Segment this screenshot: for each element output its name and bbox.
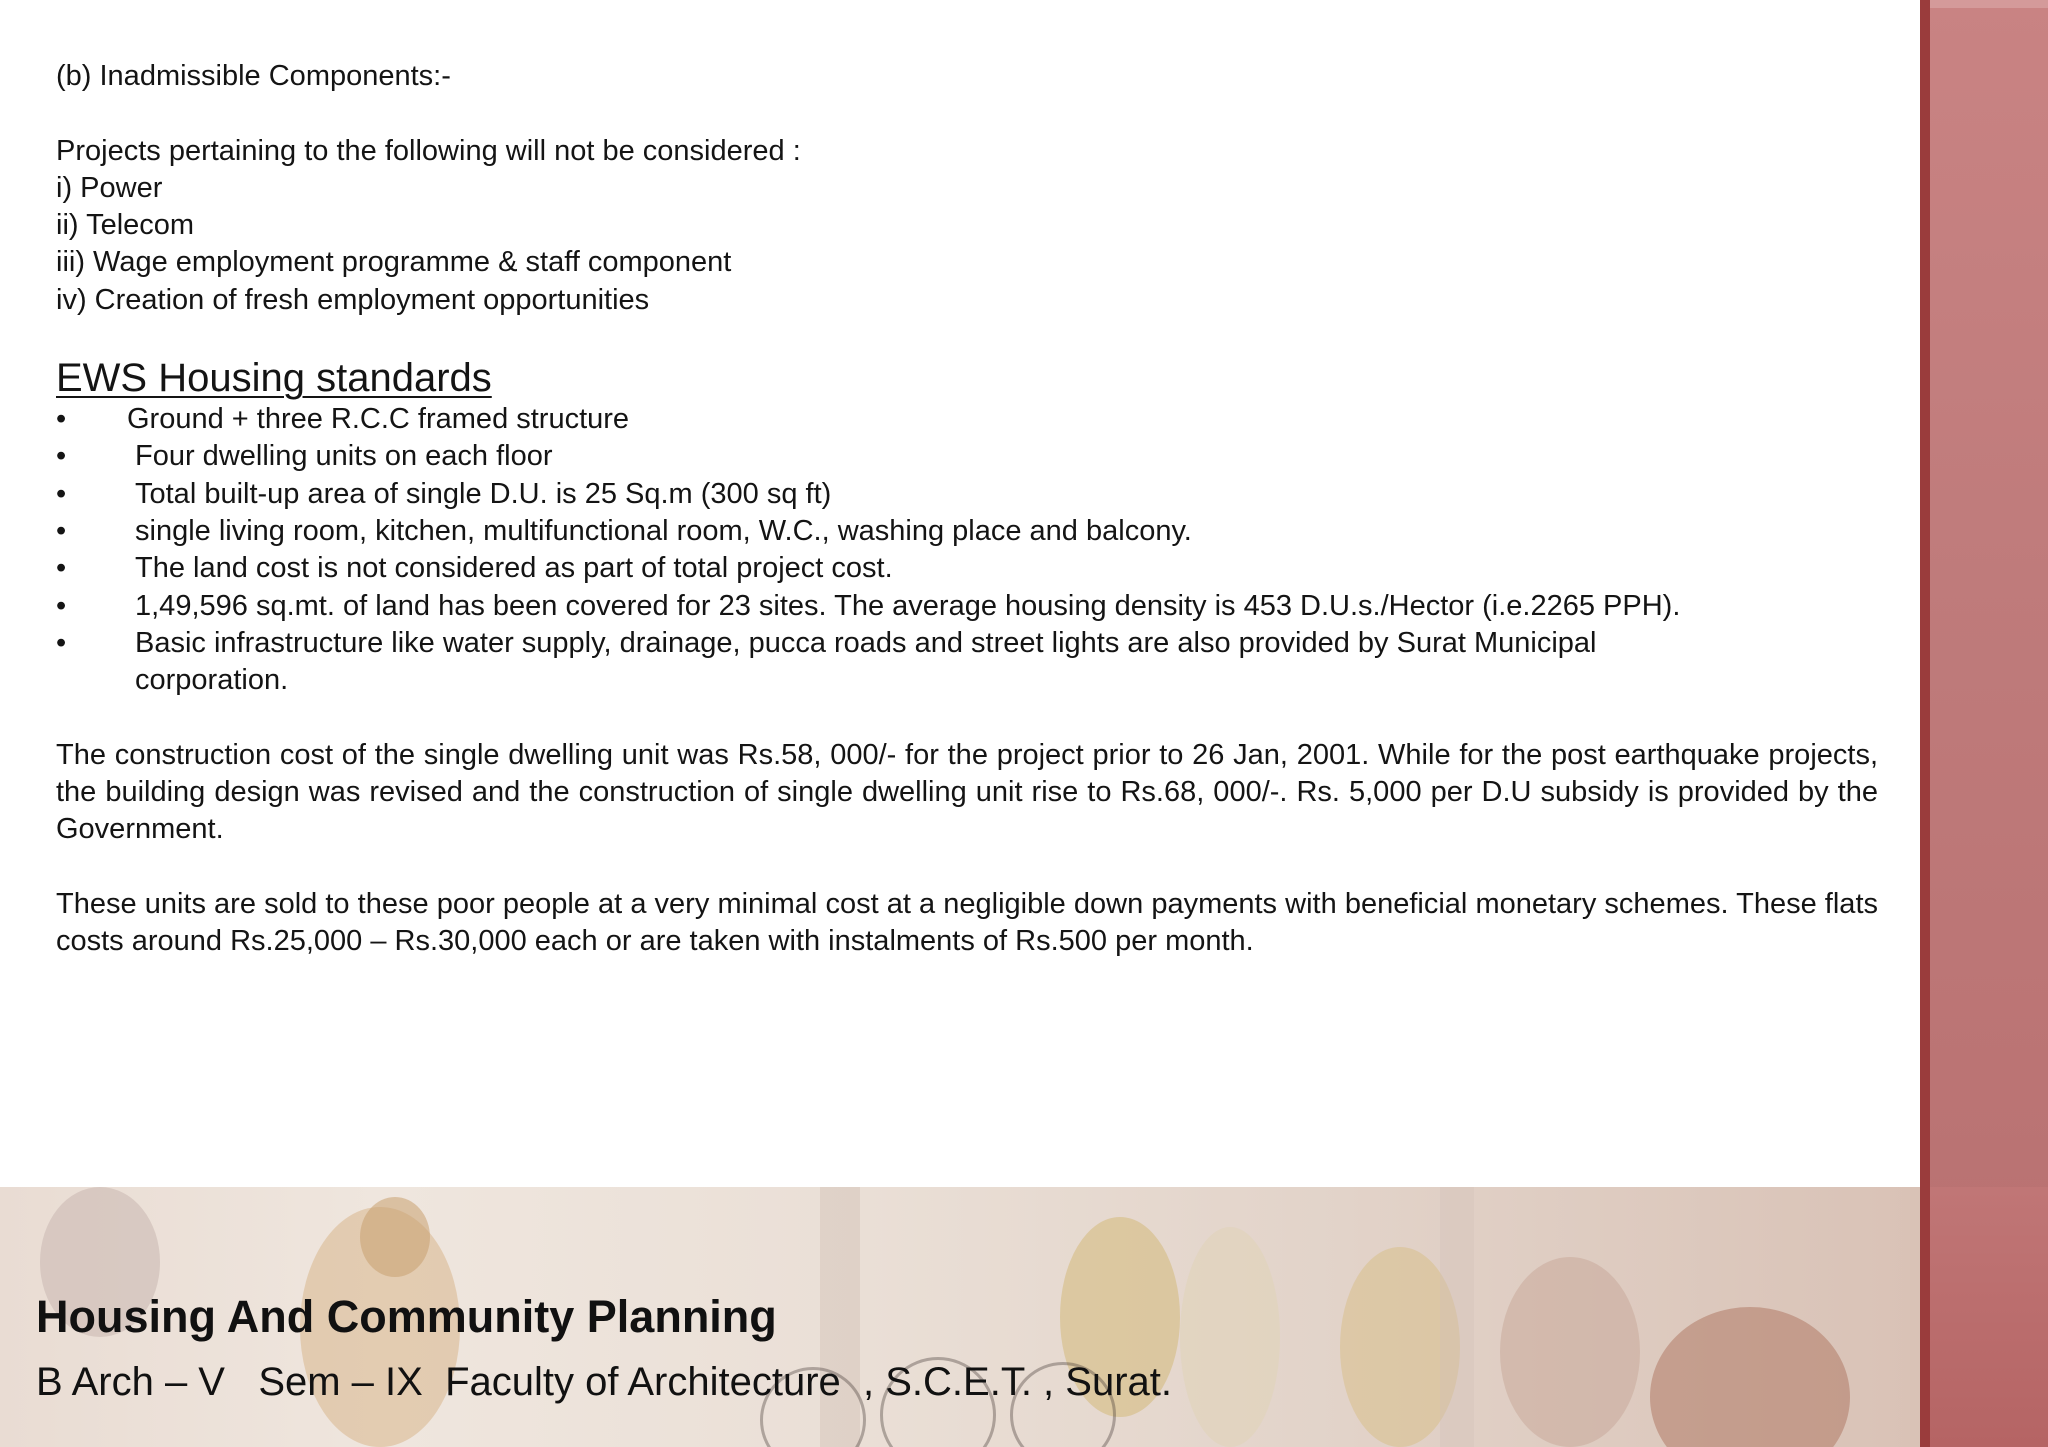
photo-figure xyxy=(360,1197,430,1277)
excluded-item-employment: iv) Creation of fresh employment opportunities xyxy=(56,283,650,316)
ews-bullet-list xyxy=(56,401,1878,699)
excluded-item-power: i) Power xyxy=(56,171,163,204)
construction-cost-paragraph: The construction cost of the single dwelling unit was Rs.58, 000/- for the project prior to 26 Jan, 2001. While for the post earthquake projects, the building design was revised and the construction of single dwelling unit rise to Rs.68, 000/-. Rs. 5,000 per D.U subsidy is provided by the Government. xyxy=(56,738,1878,846)
spacer xyxy=(56,699,1878,736)
bullet-text: Total built-up area of single D.U. is 25 Sq.m (300 sq ft) xyxy=(135,477,832,510)
list-item xyxy=(56,550,1878,587)
spacer xyxy=(56,319,1878,349)
bullet-text: Basic infrastructure like water supply, drainage, pucca roads and street lights are also provided by Surat Municipal xyxy=(135,626,1597,659)
bullet-icon: • xyxy=(56,440,67,473)
list-item xyxy=(56,476,1878,513)
photo-figure xyxy=(1180,1227,1280,1447)
bullet-text: The land cost is not considered as part of total project cost. xyxy=(135,552,893,585)
photo-column xyxy=(1440,1187,1474,1447)
photo-figure xyxy=(1500,1257,1640,1447)
bullet-icon: • xyxy=(56,403,67,436)
excluded-item-telecom: ii) Telecom xyxy=(56,209,195,242)
units-sale-paragraph: These units are sold to these poor people at a very minimal cost at a negligible down payments with beneficial monetary schemes. These flats costs around Rs.25,000 – Rs.30,000 each or are taken with instalments of Rs.500 per month. xyxy=(56,887,1878,958)
bullet-icon: • xyxy=(56,514,67,547)
right-band-edge xyxy=(1920,0,1930,1447)
footer-course-title: Housing And Community Planning xyxy=(36,1291,777,1342)
right-band-highlight xyxy=(1930,0,2048,8)
slide-content xyxy=(56,58,1878,961)
footer-right-band xyxy=(1930,1187,2048,1447)
bullet-text: corporation. xyxy=(135,664,289,697)
bullet-text: Ground + three R.C.C framed structure xyxy=(127,403,630,436)
photo-figure xyxy=(1650,1307,1850,1447)
list-item xyxy=(56,625,1878,662)
inadmissible-heading: (b) Inadmissible Components:- xyxy=(56,60,451,92)
list-item xyxy=(56,588,1878,625)
bullet-icon: • xyxy=(56,626,67,659)
list-item xyxy=(56,401,1878,438)
bullet-icon: • xyxy=(56,552,67,585)
list-item-continuation xyxy=(56,662,1878,699)
bullet-icon: • xyxy=(56,589,67,622)
ews-heading: EWS Housing standards xyxy=(56,356,492,401)
bullet-text: single living room, kitchen, multifunctional room, W.C., washing place and balcony. xyxy=(135,514,1192,547)
list-item xyxy=(56,513,1878,550)
bullet-icon: • xyxy=(56,477,67,510)
projects-intro: Projects pertaining to the following will not be considered : xyxy=(56,134,801,167)
spacer xyxy=(56,95,1878,132)
spacer xyxy=(56,849,1878,886)
bullet-text: Four dwelling units on each floor xyxy=(135,440,553,473)
list-item xyxy=(56,438,1878,475)
excluded-item-wage: iii) Wage employment programme & staff component xyxy=(56,246,732,279)
bullet-text: 1,49,596 sq.mt. of land has been covered for 23 sites. The average housing density is 453 D.U.s./Hector (i.e.2265 PPH). xyxy=(135,589,1681,622)
footer-course-subtitle: B Arch – V Sem – IX Faculty of Architecture , S.C.E.T. , Surat. xyxy=(36,1360,1172,1404)
